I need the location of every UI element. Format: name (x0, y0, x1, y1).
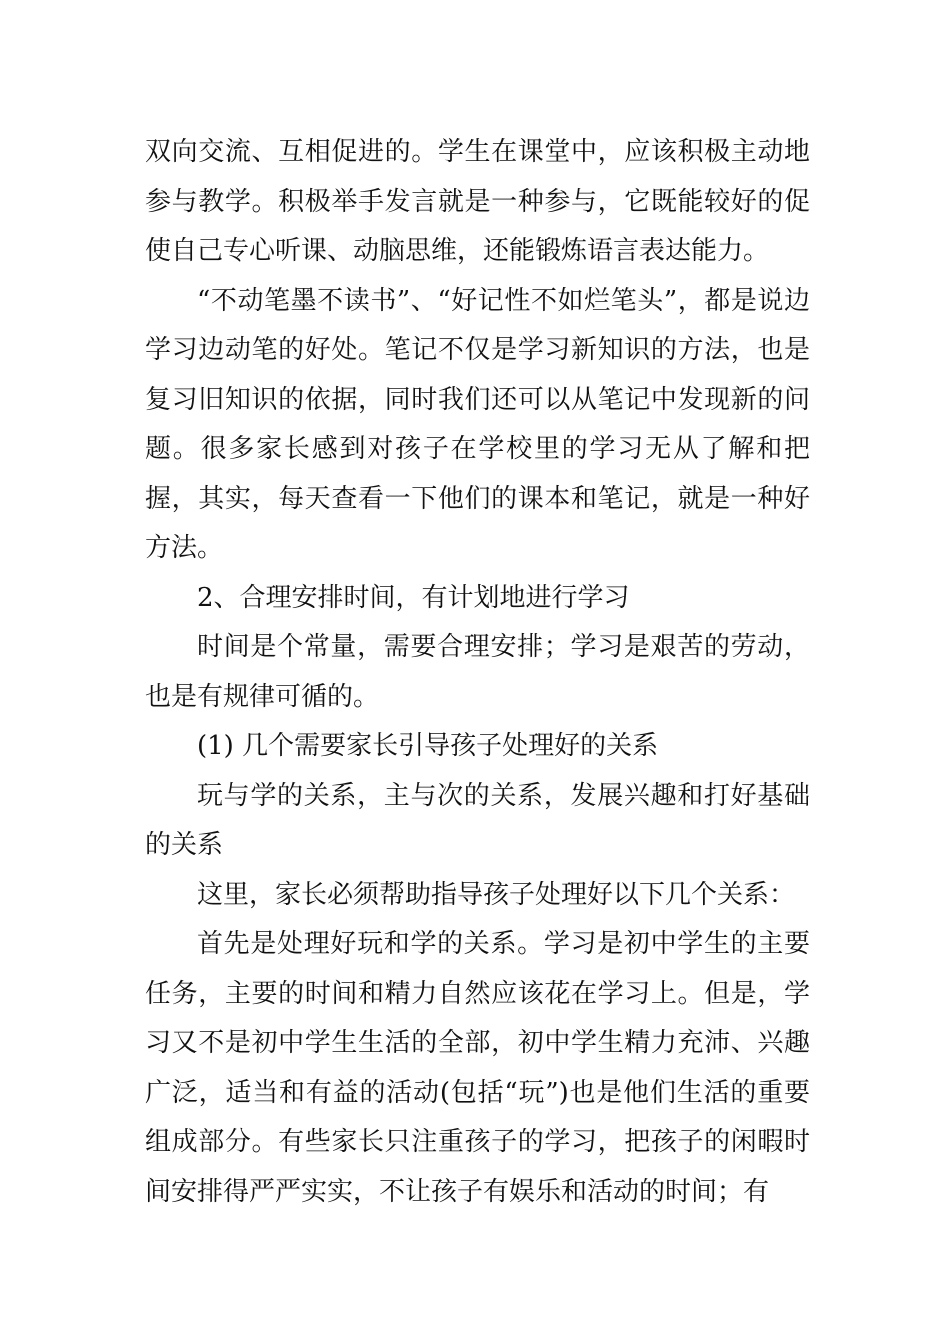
paragraph-time-constant: 时间是个常量，需要合理安排；学习是艰苦的劳动，也是有规律可循的。 (145, 632, 810, 712)
paragraph-continuation: 双向交流、互相促进的。学生在课堂中，应该积极主动地参与教学。积极举手发言就是一种参与，它既能较好的促使自己专心听课、动脑思维，还能锻炼语言表达能力。 (145, 137, 810, 266)
paragraph-play-and-study: 首先是处理好玩和学的关系。学习是初中学生的主要任务，主要的时间和精力自然应该花在学习上。但是，学习又不是初中学生生活的全部，初中学生精力充沛、兴趣广泛，适当和有益的活动(包括“玩”)也是他们生活的重要组成部分。有些家长只注重孩子的学习，把孩子的闲暇时间安排得严严实实，不让孩子有娱乐和活动的时间；有 (145, 929, 810, 1207)
document-body (145, 128, 810, 1217)
paragraph-parents-guidance: 这里，家长必须帮助指导孩子处理好以下几个关系： (197, 879, 796, 910)
subsection-heading-relationships: (1) 几个需要家长引导孩子处理好的关系 (197, 731, 659, 761)
paragraph-note-taking: “不动笔墨不读书”、“好记性不如烂笔头”，都是说边学习边动笔的好处。笔记不仅是学习新知识的方法，也是复习旧知识的依据，同时我们还可以从笔记中发现新的问题。很多家长感到对孩子在学校里的学习无从了解和把握，其实，每天查看一下他们的课本和笔记，就是一种好方法。 (145, 285, 810, 563)
paragraph-relationships-list: 玩与学的关系，主与次的关系，发展兴趣和打好基础的关系 (145, 780, 810, 860)
section-heading-time-planning: 2、合理安排时间，有计划地进行学习 (197, 582, 630, 613)
